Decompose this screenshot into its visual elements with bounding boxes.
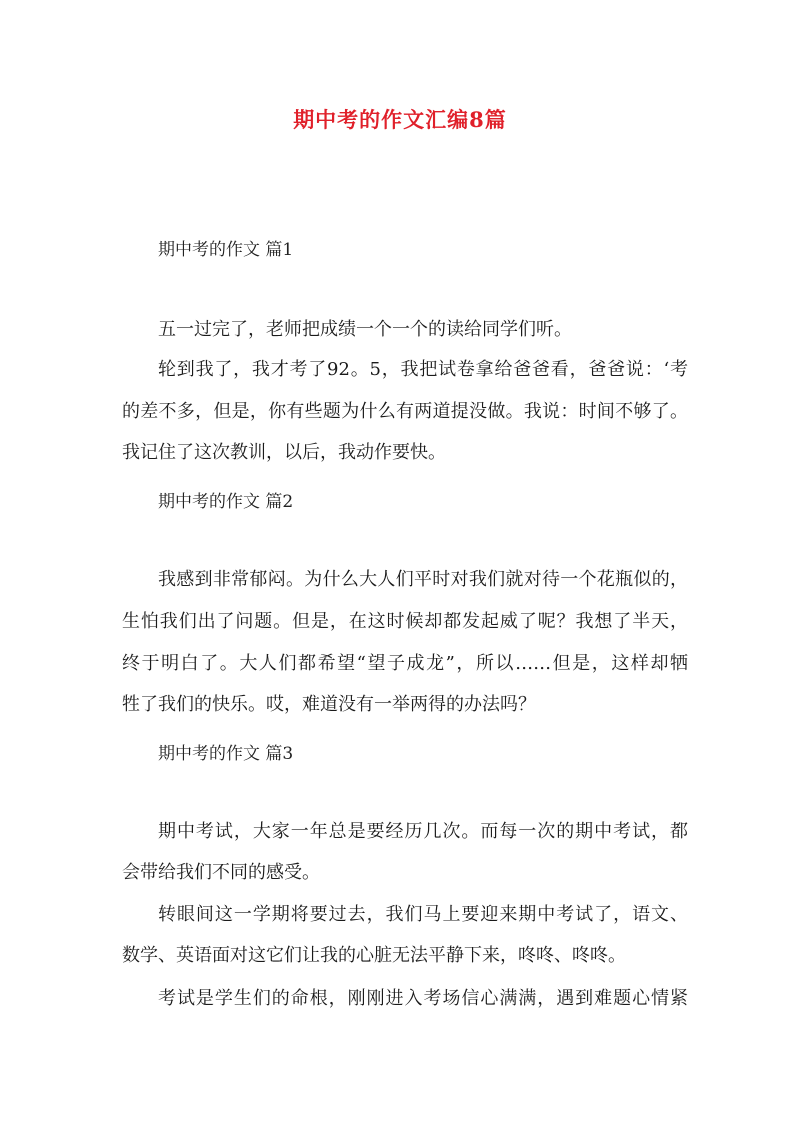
paragraph-line: 的差不多，但是，你有些题为什么有两道提没做。我说：时间不够了。 xyxy=(122,401,688,422)
paragraph-line: 生怕我们出了问题。但是，在这时候却都发起威了呢？我想了半天， xyxy=(122,611,688,632)
article-heading: 期中考的作文 篇3 xyxy=(158,744,294,764)
paragraph-line: 我记住了这次教训，以后，我动作要快。 xyxy=(122,442,446,463)
paragraph-line: 期中考试，大家一年总是要经历几次。而每一次的期中考试，都 xyxy=(158,821,688,842)
paragraph-line: 牲了我们的快乐。哎，难道没有一举两得的办法吗？ xyxy=(122,694,536,715)
paragraph-line: 转眼间这一学期将要过去，我们马上要迎来期中考试了，语文、 xyxy=(158,904,688,925)
paragraph-line: 轮到我了，我才考了92。5，我把试卷拿给爸爸看，爸爸说：‘考 xyxy=(158,359,688,380)
paragraph-line: 我感到非常郁闷。为什么大人们平时对我们就对待一个花瓶似的， xyxy=(158,569,688,590)
paragraph-line: 考试是学生们的命根，刚刚进入考场信心满满，遇到难题心情紧 xyxy=(158,988,688,1009)
paragraph-line: 数学、英语面对这它们让我的心脏无法平静下来，咚咚、咚咚。 xyxy=(122,945,626,966)
paragraph-line: 终于明白了。大人们都希望“望子成龙”，所以……但是，这样却牺 xyxy=(122,653,688,674)
document-title: 期中考的作文汇编8篇 xyxy=(293,107,507,132)
article-heading: 期中考的作文 篇1 xyxy=(158,240,294,260)
article-heading: 期中考的作文 篇2 xyxy=(158,492,294,512)
paragraph-line: 五一过完了，老师把成绩一个一个的读给同学们听。 xyxy=(158,319,572,340)
paragraph-line: 会带给我们不同的感受。 xyxy=(122,862,320,883)
